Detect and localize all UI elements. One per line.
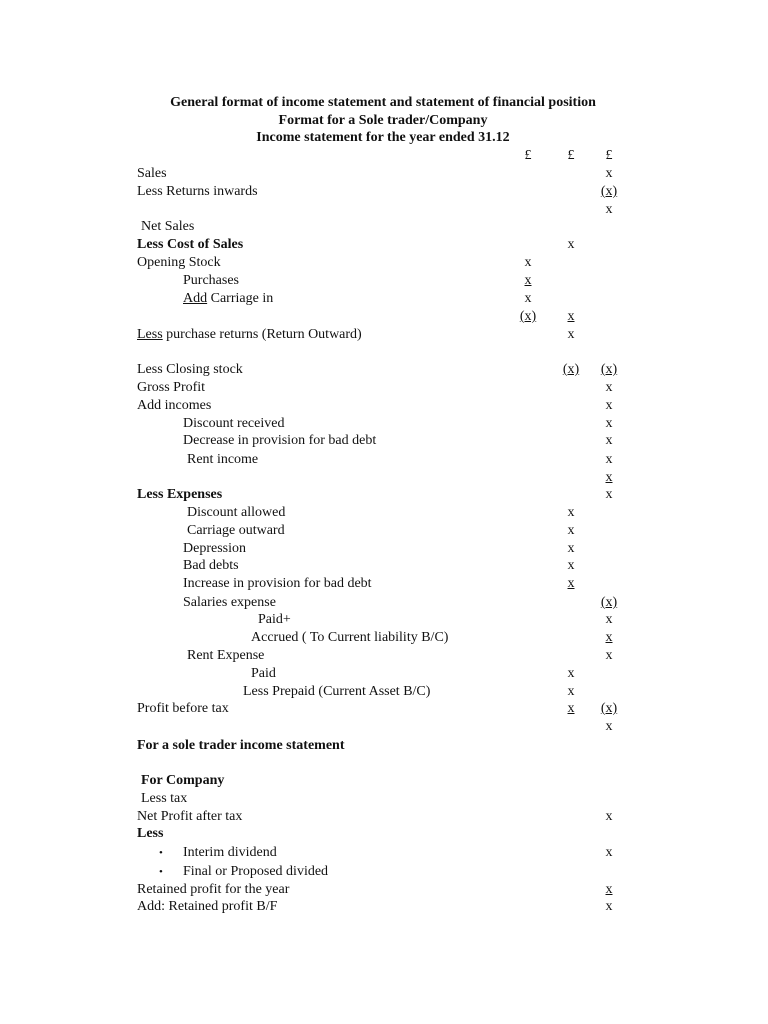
row-salaries-accrued: Accrued ( To Current liability B/C) x xyxy=(251,630,613,645)
row-opening-stock: Opening Stock x xyxy=(137,255,532,270)
row-net-sales: Net Sales xyxy=(141,219,195,234)
row-carriage-outward: Carriage outward x xyxy=(187,523,575,538)
row-bad-debts: Bad debts x xyxy=(183,558,575,573)
currency-c2: £ xyxy=(567,148,575,163)
row-rent-income: Rent income x xyxy=(187,452,613,467)
company-heading: For Company xyxy=(141,773,225,788)
row-less: Less xyxy=(137,826,164,841)
row-purchases: Purchases x xyxy=(183,273,532,288)
document-title: General format of income statement and statement of financial position xyxy=(170,95,596,110)
row-final-dividend: • Final or Proposed divided xyxy=(159,864,329,879)
currency-c3: £ xyxy=(605,148,613,163)
row-subtotal: (x) x xyxy=(519,309,575,324)
row-rent-paid: Paid x xyxy=(251,666,575,681)
row-discount-received: Discount received x xyxy=(183,416,613,431)
bullet-icon: • xyxy=(159,866,163,878)
row-rent-expense: Rent Expense x xyxy=(187,648,613,663)
bullet-icon: • xyxy=(159,847,163,859)
row-closing-stock: Less Closing stock (x) (x) xyxy=(137,362,618,377)
row-increase-provision: Increase in provision for bad debt x xyxy=(183,576,575,591)
row-add-incomes: Add incomes x xyxy=(137,398,613,413)
row-subtotal: x xyxy=(605,470,613,485)
row-retained-profit-bf: Add: Retained profit B/F x xyxy=(137,899,613,914)
row-sales: Sales x xyxy=(137,166,613,181)
row-salaries-paid: Paid+ x xyxy=(258,612,613,627)
row-depression: Depression x xyxy=(183,541,575,556)
sole-trader-heading: For a sole trader income statement xyxy=(137,738,345,753)
row-carriage-in: Add Carriage in x xyxy=(183,291,532,306)
row-gross-profit: Gross Profit x xyxy=(137,380,613,395)
row-profit-before-tax: Profit before tax x (x) xyxy=(137,701,618,716)
currency-c1: £ xyxy=(524,148,532,163)
row-net-profit-after-tax: Net Profit after tax x xyxy=(137,809,613,824)
row-less-tax: Less tax xyxy=(141,791,188,806)
row-subtotal: x xyxy=(605,202,613,217)
row-cost-of-sales: Less Cost of Sales x xyxy=(137,237,575,252)
row-retained-profit-year: Retained profit for the year x xyxy=(137,882,613,897)
row-purchase-returns: Less purchase returns (Return Outward) x xyxy=(137,327,575,342)
row-decrease-provision: Decrease in provision for bad debt x xyxy=(183,433,613,448)
row-discount-allowed: Discount allowed x xyxy=(187,505,575,520)
row-rent-prepaid: Less Prepaid (Current Asset B/C) x xyxy=(243,684,575,699)
statement-heading: Income statement for the year ended 31.12 xyxy=(256,130,510,145)
row-returns-inwards: Less Returns inwards (x) xyxy=(137,184,618,199)
row-less-expenses: Less Expenses x xyxy=(137,487,613,502)
row-interim-dividend: • Interim dividend x xyxy=(159,845,613,860)
currency-header-row xyxy=(0,147,768,165)
document-subtitle: Format for a Sole trader/Company xyxy=(278,113,488,128)
row-subtotal: x xyxy=(605,719,613,734)
row-salaries-expense: Salaries expense (x) xyxy=(183,595,618,610)
